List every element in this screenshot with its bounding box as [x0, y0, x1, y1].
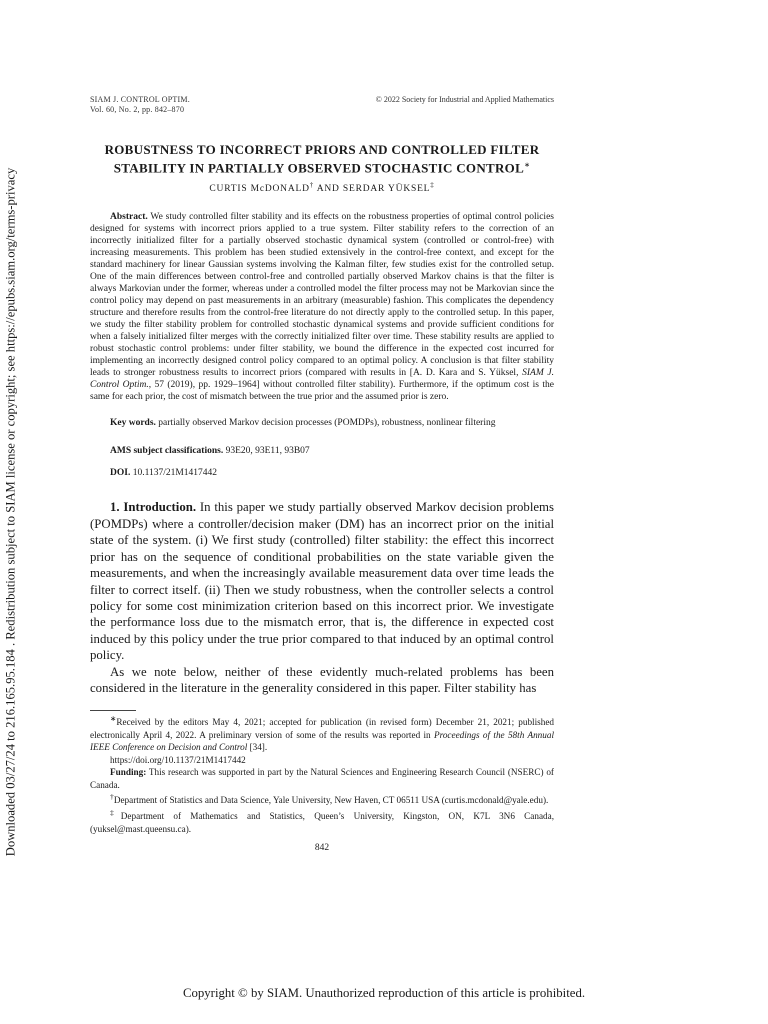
footnote-affiliation-2 [90, 807, 554, 835]
received-proceedings: Proceedings of the 58th Annual IEEE Conference on Decision and Control [90, 729, 554, 753]
author-line [90, 181, 554, 194]
author-1: CURTIS McDONALD [209, 184, 310, 195]
keywords-text: partially observed Markov decision processes (POMDPs), robustness, nonlinear filtering [158, 418, 496, 429]
received-ref: [34]. [247, 742, 268, 753]
author-2: SERDAR YÜKSEL [342, 184, 431, 195]
abstract-text: We study controlled filter stability and its effects on the robustness properties of optimal control policies designed for systems with incorrect priors applied to a true system. Filter stability refers to the correction of an incorrectly initialized filter for a partially observed stochastic dynamical system (controlled or control-free) with increasing measurements. This problem has been studied extensively in the control-free context, and except for the standard machinery for linear Gaussian systems involving the Kalman filter, few studies exist for the controlled setup. One of the main differences between control-free and controlled partially observed Markov chains is that the filter is always Markovian under the former, whereas under a controlled model the filter process may not be Markovian since the control policy may depend on past measurements in an arbitrary (measurable) fashion. This complicates the dependency structure and therefore results from the control-free literature do not directly apply to the controlled setup. In this paper, we study the filter stability problem for controlled stochastic dynamical systems and provide sufficient conditions for when a falsely initialized filter merges with the correctly initialized filter over time. These stability results are applied to robust stochastic control problems: under filter stability, we bound the difference in the expected cost incurred for implementing an incorrectly designed control policy compared to an optimal policy. A conclusion is that filter stability leads to stronger robustness results to incorrect priors (compared with results in [A. D. Kara and S. Yüksel, [90, 212, 554, 379]
footnote-doi-link[interactable]: https://doi.org/10.1137/21M1417442 [110, 754, 246, 765]
volume-info: Vol. 60, No. 2, pp. 842–870 [90, 105, 185, 114]
running-header [90, 95, 554, 117]
journal-name: SIAM J. CONTROL OPTIM. [90, 95, 190, 104]
footnote-funding [90, 766, 554, 791]
affiliation-2-mark: ‡ [110, 807, 121, 817]
affiliation-1-mark: † [110, 792, 114, 802]
abstract-citation-journal: SIAM J. Control Optim. [90, 368, 554, 391]
intro-text-1: In this paper we study partially observed Markov decision problems (POMDPs) where a controller/decision maker (DM) has an incorrect prior on the initial state of the system. (i) We first study (controlled) filter stability: the effect this incorrect prior has on the sequence of conditional probabilities on the state variable given the measurements, and when the increasingly available measurement data over time leads the filter to correct itself. (ii) Then we study robustness, when the controller selects a control policy for some cost minimization criterion based on this incorrect prior. We investigate the performance loss due to the mismatch error, that is, the difference in expected cost induced by this policy under the true prior compared to that induced by an optimal control policy. [90, 500, 554, 663]
footnotes [90, 713, 554, 835]
title-text: ROBUSTNESS TO INCORRECT PRIORS AND CONTROLLED FILTER STABILITY IN PARTIALLY OBSERVED STOCHASTIC CONTROL [104, 142, 540, 175]
page-number: 842 [314, 843, 330, 854]
journal-info [90, 95, 190, 115]
doi-text: 10.1137/21M1417442 [132, 468, 218, 479]
download-sidebar [0, 0, 22, 1024]
author-2-mark: ‡ [430, 181, 435, 190]
author-conjunction: AND [316, 184, 340, 195]
keywords-label: Key words. [110, 418, 156, 429]
author-1-mark: † [309, 181, 315, 190]
ams-classifications [90, 445, 554, 457]
ams-label: AMS subject classifications. [110, 446, 224, 457]
abstract-label: Abstract. [110, 212, 148, 223]
footnote-rule [90, 710, 136, 711]
ams-text: 93E20, 93E11, 93B07 [225, 446, 310, 457]
section-heading: 1. Introduction. [110, 500, 197, 515]
received-mark: ∗ [110, 714, 117, 724]
keywords [90, 417, 554, 429]
title-footnote-mark: ∗ [524, 160, 531, 169]
footnote-received [90, 713, 554, 754]
introduction-section [90, 499, 554, 696]
abstract [90, 211, 554, 403]
funding-text: This research was supported in part by the Natural Sciences and Engineering Research Council (NSERC) of Canada. [90, 767, 554, 790]
paper-page [90, 95, 554, 853]
paper-title [90, 142, 554, 175]
intro-paragraph-1 [90, 499, 554, 663]
doi-label: DOI. [110, 468, 131, 479]
footnote-affiliation-1 [90, 791, 554, 807]
society-copyright: © 2022 Society for Industrial and Applied Mathematics [375, 95, 554, 104]
funding-label: Funding: [110, 767, 147, 778]
doi-line [90, 467, 554, 479]
download-notice: Downloaded 03/27/24 to 216.165.95.184 . Redistribution subject to SIAM license or copyright; see https://epubs.siam.org/terms-privacy [3, 167, 18, 857]
affiliation-2-text: Department of Mathematics and Statistics, Queen’s University, Kingston, ON, K7L 3N6 Canada, (yuksel@mast.queensu.ca). [90, 811, 555, 834]
abstract-text-end: , 57 (2019), pp. 1929–1964] without controlled filter stability). Furthermore, if the optimum cost is the same for each prior, the cost of mismatch between the true prior and the assumed prior is zero. [90, 380, 554, 403]
received-text: Received by the editors May 4, 2021; accepted for publication (in revised form) December 21, 2021; published electronically April 4, 2022. A preliminary version of some of the results was reported in [90, 717, 554, 740]
affiliation-1-text: Department of Statistics and Data Science, Yale University, New Haven, CT 06511 USA (curtis.mcdonald@yale.edu). [113, 795, 549, 806]
footer-copyright: Copyright © by SIAM. Unauthorized reproduction of this article is prohibited. [182, 986, 586, 1000]
intro-paragraph-2: As we note below, neither of these evidently much-related problems has been considered in the literature in the generality considered in this paper. Filter stability has [90, 664, 554, 695]
